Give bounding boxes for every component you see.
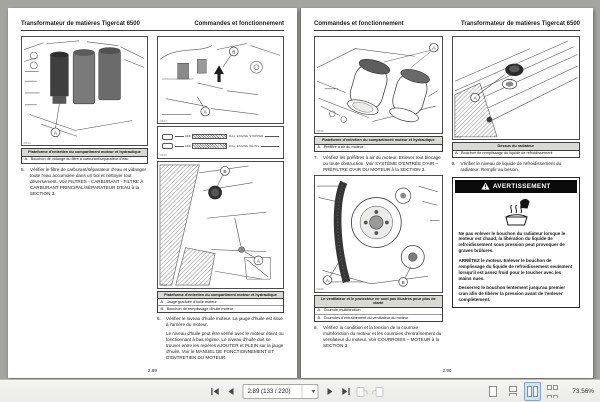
facing-pages-icon xyxy=(527,386,532,397)
single-page-view-button[interactable] xyxy=(484,382,501,401)
caption-row xyxy=(315,308,442,315)
page-number: 2.90 xyxy=(442,368,452,373)
figure-code: 60618 xyxy=(159,284,167,287)
dipstick-state-label: ENGINE IDLING xyxy=(236,144,260,148)
caption-text: Courroies d'entraînement du ventilateur du moteur xyxy=(323,315,409,320)
callout-a: A xyxy=(473,95,477,101)
step-text: Vérifiez les préfiltres à air du moteur. Enlever tout blocage ou toute obstruction. Voir SYSTÈME D'ENTRÉE D'AIR – PRÉFILTRE D'AIR DU MOTEUR à la SECTION 3. xyxy=(323,154,441,172)
caption-row xyxy=(453,151,580,157)
dipstick-full-label: FULL xyxy=(228,144,236,148)
caption-table-header: Plateforme d'entretien du compartiment moteur et hydraulique xyxy=(315,137,442,145)
step-number: 8. xyxy=(314,324,318,330)
caption-letter: A. xyxy=(455,151,459,156)
pagebox-divider xyxy=(301,385,302,398)
caption-table-header: Le ventilateur et le protecteur ne sont pas illustrés pour plus de clarté xyxy=(315,296,442,308)
page-header xyxy=(314,21,580,31)
air-precleaner-illustration xyxy=(315,37,442,133)
caption-table-header: Plateforme d'entretien du compartiment moteur et hydraulique xyxy=(22,149,147,157)
caption-text: Courroie multifonction xyxy=(323,308,361,313)
engine-grille-figure xyxy=(157,161,284,289)
dipstick-state-label: ENGINE STOPPED xyxy=(236,135,264,138)
callout-b: B xyxy=(223,169,227,175)
caption-text: Bouchon de vidange du filtre à carburant/séparateur d'eau xyxy=(30,157,129,162)
step-number: 7. xyxy=(314,154,318,160)
dipstick-fill-range xyxy=(192,143,227,149)
page-number-input[interactable] xyxy=(242,384,318,399)
dipstick-blade xyxy=(175,136,184,137)
page-header-title: Transformateur de matières Tigercat 6500 xyxy=(461,21,580,27)
next-view-button[interactable] xyxy=(371,383,384,399)
dipstick-add-label: ADD xyxy=(185,144,191,148)
step-number: 6. xyxy=(157,316,161,322)
document-page-right xyxy=(300,8,593,378)
burn-hazard-pictogram xyxy=(455,197,578,227)
callout-a: A xyxy=(53,131,58,137)
step-item-7 xyxy=(314,155,443,173)
chevron-down-icon[interactable] xyxy=(311,390,315,393)
next-page-icon xyxy=(325,387,334,396)
last-page-icon xyxy=(341,387,350,396)
caption-table-fuel-filter xyxy=(21,148,148,164)
figure-code: 60620 xyxy=(159,154,167,157)
callout-a: A xyxy=(325,277,329,283)
warning-box xyxy=(452,177,581,308)
last-page-button[interactable] xyxy=(339,383,352,399)
engine-belt-illustration xyxy=(315,176,442,292)
step-number: 5. xyxy=(21,166,25,172)
caption-letter: B. xyxy=(160,306,165,311)
caption-letter: A. xyxy=(24,157,29,162)
engine-grille-illustration xyxy=(158,162,283,288)
caption-table-oil xyxy=(157,291,284,314)
figure-code: 60613 xyxy=(23,141,31,145)
dipstick-blade-tail xyxy=(261,146,279,147)
caption-table-header: Dessus du radiateur xyxy=(453,143,580,151)
figure-code: 60609 xyxy=(316,129,324,133)
caption-row xyxy=(22,157,147,163)
warning-triangle-icon xyxy=(481,182,490,190)
view-mode-group xyxy=(484,380,594,402)
dipstick-handle xyxy=(162,134,173,140)
figure-code: 60617 xyxy=(159,119,167,123)
previous-page-icon xyxy=(226,387,235,396)
caption-text: Préfiltre à air du moteur xyxy=(323,145,364,150)
page-number: 2.89 xyxy=(148,368,157,373)
page-header xyxy=(21,21,284,31)
next-view-icon xyxy=(371,385,384,398)
fuel-filter-figure xyxy=(21,36,148,146)
caption-table-header: Plateforme d'entretien du compartiment moteur et hydraulique xyxy=(158,292,283,300)
caption-row xyxy=(158,306,283,312)
dipstick-blade xyxy=(175,146,184,147)
caption-row xyxy=(315,145,442,151)
figure-code: 60605 xyxy=(316,288,324,292)
step-item-9 xyxy=(452,161,581,173)
dipstick-fill-range xyxy=(192,134,227,140)
previous-page-button[interactable] xyxy=(224,383,237,399)
facing-continuous-view-button[interactable] xyxy=(544,382,561,401)
facing-view-button[interactable] xyxy=(524,382,541,401)
page-navigation-group xyxy=(208,380,384,402)
dipstick-engine-stopped xyxy=(162,134,279,140)
air-precleaner-figure xyxy=(314,36,443,134)
dipstick-engine-idling xyxy=(162,143,279,149)
oil-dipstick-figure xyxy=(157,126,284,159)
dipstick-add-label: ADD xyxy=(185,135,191,138)
caption-text: Bouchon de remplissage du liquide de refroidissement xyxy=(461,151,553,156)
figure-code: 60610 xyxy=(454,135,462,139)
caption-row xyxy=(315,315,442,321)
caption-text: Bouchon de remplissage d'huile moteur xyxy=(166,306,234,311)
caption-letter: A. xyxy=(317,308,322,313)
callout-b: B xyxy=(232,50,236,56)
engine-belt-figure xyxy=(314,175,443,293)
caption-letter: A. xyxy=(160,299,165,304)
single-page-icon xyxy=(489,386,497,397)
page-number-value: 2.89 (133 / 220) xyxy=(247,387,291,395)
step-text: Vérifier le filtre de carburant/séparateur d'eau et vidanger toute l'eau accumulée dans un bol et nettoyer tout déversement. Voir FILTRES - CARBURANT - FILTRE À CARBURANT PRINCIPAL/SÉPARATEUR D'EAU à la SECTION 3. xyxy=(30,166,147,196)
step-number: 9. xyxy=(451,160,456,166)
page-header-chapter: Commandes et fonctionnement xyxy=(194,21,284,27)
page-header-chapter: Commandes et fonctionnement xyxy=(314,21,404,27)
warning-title: AVERTISSEMENT xyxy=(492,182,551,190)
first-page-button[interactable] xyxy=(208,383,221,399)
viewer-toolbar xyxy=(0,379,600,402)
continuous-view-button[interactable] xyxy=(504,382,521,401)
step-text: Vérifier le niveau d'huile moteur. La jauge d'huile est situé à l'arrière du moteur. xyxy=(166,316,283,328)
continuous-icon xyxy=(509,386,517,392)
fuel-filter-illustration xyxy=(22,37,147,145)
warning-paragraph-1: Ne pas enlever le bouchon du radiateur lorsque le moteur est chaud, la libération du liquide de refroidissement sous pression peut provoquer de graves brûlures. xyxy=(458,230,566,254)
caption-table-precleaner xyxy=(314,136,443,152)
previous-view-icon xyxy=(355,385,368,398)
step-item-8 xyxy=(314,325,443,349)
callout-a: A xyxy=(256,258,260,264)
dipstick-handle xyxy=(162,143,173,149)
caption-table-radiator xyxy=(452,142,581,158)
previous-view-button[interactable] xyxy=(355,383,368,399)
facing-continuous-icon xyxy=(547,385,552,390)
page-header-title: Transformateur de matières Tigercat 6500 xyxy=(21,21,140,27)
step-item-6 xyxy=(157,316,284,328)
caption-letter: A. xyxy=(317,145,322,150)
step-text: Vérifier le niveau de liquide de refroidissement du radiateur. Remplir au besoin. xyxy=(460,160,562,172)
caption-text: Jauge graduée d'huile moteur xyxy=(166,299,217,304)
callout-b: B xyxy=(401,279,405,285)
caption-row xyxy=(158,299,283,306)
zoom-level-control[interactable]: 73.56% xyxy=(572,387,594,395)
document-page-left xyxy=(8,8,297,378)
step-item-5 xyxy=(21,167,148,197)
next-page-button[interactable] xyxy=(323,383,336,399)
step-text: Vérifiez la condition et la tension de la courroie multifonction du moteur et les courroies d'entraînement du ventilateur du moteur. Voir COURROIES – MOTEUR à la SECTION 3. xyxy=(323,324,442,348)
caption-letter: B. xyxy=(317,315,322,320)
first-page-icon xyxy=(210,387,219,396)
caption-table-belts xyxy=(314,295,443,322)
callout-a: A xyxy=(432,45,436,51)
radiator-top-figure xyxy=(452,36,581,140)
warning-header xyxy=(455,180,578,193)
radiator-top-illustration xyxy=(453,37,580,139)
warning-paragraph-2: ARRÊTEZ le moteur. Enlever le bouchon de remplissage du liquide de refroidissement seulement lorsqu'il est assez froid pour le toucher avec les mains nues. xyxy=(458,258,573,281)
callout-a: A xyxy=(203,110,207,116)
engine-top-figure xyxy=(157,36,284,124)
engine-top-illustration xyxy=(158,37,283,123)
dipstick-blade-tail xyxy=(265,136,279,137)
warning-paragraph-3: Desserrez le bouchon lentement jusqu'au premier cran afin de libérer la pression avant de l'enlever complètement. xyxy=(458,285,566,303)
step-paragraph: Le niveau d'huile peut être vérifié avec le moteur éteint ou fonctionnant à bas régime. Le niveau d'huile doit se trouver entre les repères AJOUTER et PLEIN sur la jauge d'huile. Voir le MANUEL DE FONCTIONNEMENT ET D'ENTRETIEN DU MOTEUR. xyxy=(166,331,284,361)
dipstick-full-label: FULL xyxy=(228,135,236,138)
